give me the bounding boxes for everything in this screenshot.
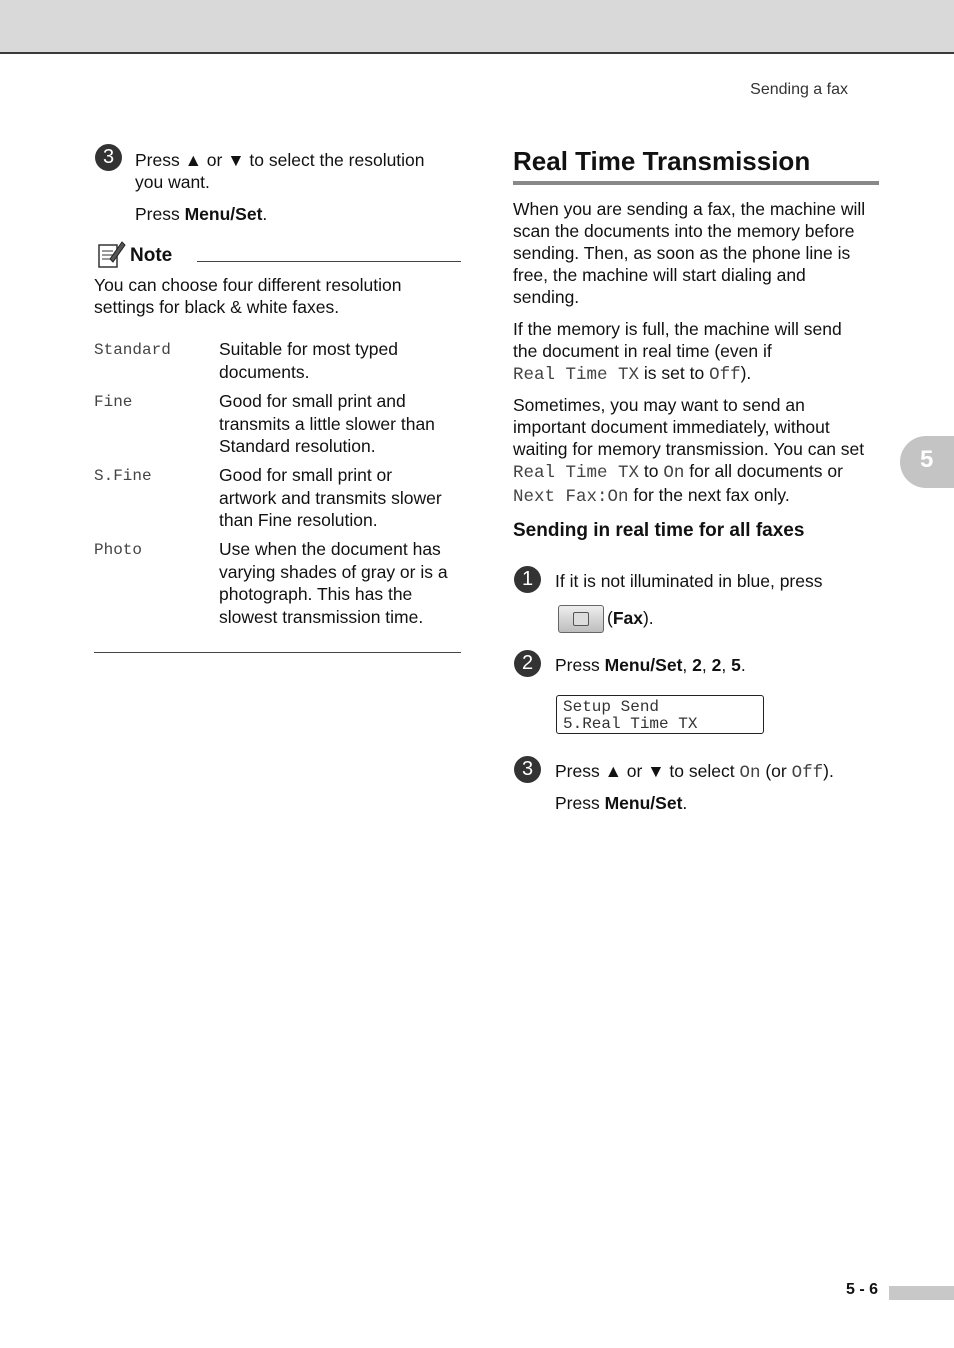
running-header: Sending a fax (750, 81, 848, 98)
fax-button[interactable] (558, 605, 604, 633)
resolution-term-sfine: S.Fine (94, 467, 152, 485)
step-3-instruction: Press ▲ or ▼ to select the resolution you want. (135, 150, 425, 192)
resolution-term-fine: Fine (94, 393, 133, 411)
paragraph-2: If the memory is full, the machine will send the document in real time (even if Real Time TX is set to Off). (513, 319, 842, 385)
lcd-display (556, 695, 764, 734)
page-number: 5 - 6 (846, 1281, 879, 1298)
step-number-1: 1 (514, 566, 541, 593)
lcd-line-1: Setup Send (563, 698, 660, 716)
paragraph-3: Sometimes, you may want to send an important document immediately, without waiting for memory transmission. You can set Real Time TX to On for all documents or Next Fax:On for the next fax only. (513, 395, 865, 507)
page-number-bar (889, 1286, 954, 1300)
resolution-desc-standard: Suitable for most typed documents. (219, 339, 398, 382)
fax-key-label: (Fax). (607, 608, 654, 628)
section-title: Real Time Transmission (513, 146, 811, 176)
note-divider (197, 261, 461, 262)
resolution-desc-photo: Use when the document has varying shades of gray or is a photograph. This has the slowest transmission time. (219, 539, 448, 627)
fax-icon (573, 612, 589, 626)
paragraph-1: When you are sending a fax, the machine will scan the documents into the memory before sending. Then, as soon as the phone line is free, the machine will start dialing and sending. (513, 199, 866, 307)
down-arrow-icon: ▼ (227, 150, 245, 170)
down-arrow-icon: ▼ (647, 761, 665, 781)
up-arrow-icon: ▲ (604, 761, 622, 781)
step-number-2: 2 (514, 650, 541, 677)
note-pencil-icon (96, 239, 126, 269)
step-2-instruction: Press Menu/Set, 2, 2, 5. (555, 655, 746, 675)
top-bar (0, 0, 954, 54)
up-arrow-icon: ▲ (184, 150, 202, 170)
step-number-3: 3 (95, 144, 122, 171)
subsection-heading: Sending in real time for all faxes (513, 520, 805, 541)
resolution-term-standard: Standard (94, 341, 171, 359)
resolution-term-photo: Photo (94, 541, 143, 559)
note-end-divider (94, 652, 461, 653)
step-1-instruction: If it is not illuminated in blue, press (555, 571, 823, 591)
lcd-line-2: 5.Real Time TX (563, 715, 698, 733)
note-intro: You can choose four different resolution settings for black & white faxes. (94, 275, 402, 317)
step-number-3-right: 3 (514, 756, 541, 783)
chapter-tab: 5 (900, 436, 954, 488)
menu-set-key: Menu/Set (184, 204, 263, 224)
section-title-rule (513, 181, 879, 185)
resolution-desc-fine: Good for small print and transmits a little slower than Standard resolution. (219, 391, 435, 456)
step-3-right-instruction: Press ▲ or ▼ to select On (or Off). (555, 761, 834, 783)
step-3-right-press-menu-set: Press Menu/Set. (555, 793, 688, 813)
resolution-desc-sfine: Good for small print or artwork and transmits slower than Fine resolution. (219, 465, 442, 530)
note-title: Note (130, 245, 173, 266)
step-3-press-menu-set: Press Menu/Set. (135, 204, 268, 224)
